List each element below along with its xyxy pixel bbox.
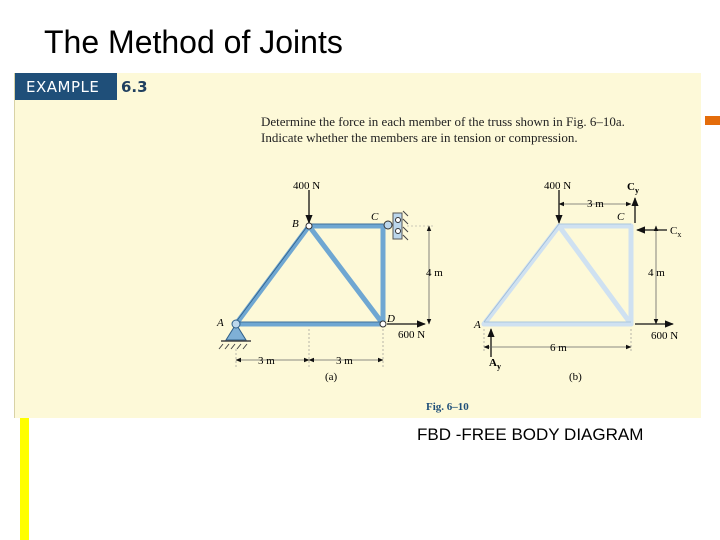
fbd-label-joint-a: A [474,319,481,331]
fbd-label-ay: $A_y$ [489,357,501,371]
joint-b-pin [306,223,312,229]
label-joint-a: A [217,317,224,329]
roller-support-c [384,211,408,240]
label-joint-b: B [292,218,299,230]
example-number: 6.3 [121,78,148,96]
fbd-label-top-dim: 3 m [587,198,604,210]
fbd-caption: FBD -FREE BODY DIAGRAM [417,425,644,444]
member-bd [309,226,383,324]
figure-a [216,180,443,383]
orange-accent-mark [705,116,720,125]
fbd-label-load-top: 400 N [544,180,572,192]
truss-figure [15,73,701,418]
label-height-a: 4 m [426,267,443,279]
label-load-d: 600 N [398,329,426,341]
label-joint-c: C [371,211,379,223]
figure-b [473,180,681,383]
problem-line-1: Determine the force in each member of the truss shown in Fig. 6–10a. [261,114,625,129]
fbd-label-load-right: 600 N [651,330,679,342]
yellow-accent-bar [20,418,29,540]
member-ab [236,226,309,324]
fbd-member-bd [559,226,631,324]
fbd-label-joint-c: C [617,211,625,223]
fbd-member-ab [484,226,559,324]
label-sub-a: (a) [325,371,338,383]
label-joint-d: D [387,313,395,325]
label-load-b: 400 N [293,180,321,192]
label-span-right: 3 m [336,355,353,367]
fbd-label-cy: $C_y$ [627,181,639,195]
fbd-label-cx: $C_x$ [670,225,682,239]
slide-title: The Method of Joints [44,24,343,60]
figure-caption: Fig. 6–10 [426,401,469,413]
label-span-left: 3 m [258,355,275,367]
example-panel [14,73,701,418]
fbd-label-base: 6 m [550,342,567,354]
example-label: EXAMPLE [26,78,100,96]
fbd-label-height: 4 m [648,267,665,279]
fbd-label-sub-b: (b) [569,371,582,383]
problem-line-2: Indicate whether the members are in tension or compression. [261,130,578,145]
joint-d-pin [380,321,386,327]
